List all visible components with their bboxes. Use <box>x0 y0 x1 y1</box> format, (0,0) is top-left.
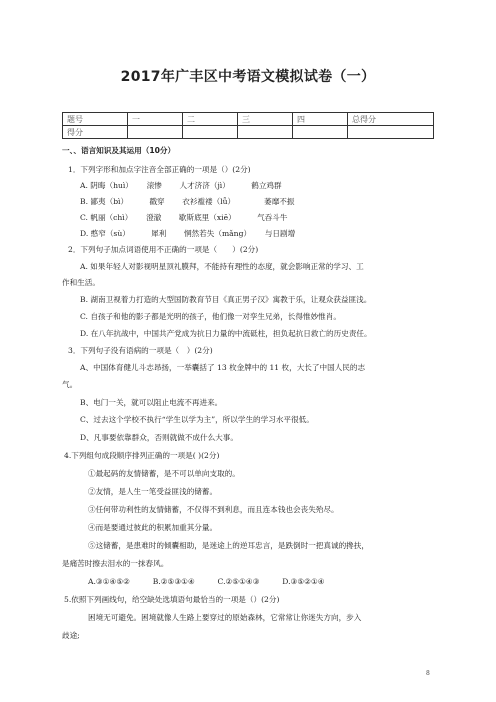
question-4-sentence-5: ⑤这储蓄，是患难时的倾囊相助，是迷途上的逆耳忠言，是跌倒时一把真诚的搀扶， <box>88 541 369 550</box>
question-2-option-b: B. 湖南卫视着力打造的大型国防教育节目《真正男子汉》寓教于乐，让观众获益匪浅。 <box>80 295 372 304</box>
question-2-option-a-cont: 作和生活。 <box>62 278 100 287</box>
score-table <box>62 112 434 139</box>
question-1-option-b: B. 鄙夷（bì） 戳穿 衣衫褴褛（lǚ） 萎靡不振 <box>80 197 295 206</box>
question-4-sentence-5-cont: 是痛苦时擦去泪水的一抹春风。 <box>62 559 169 568</box>
question-3-option-c: C、过去这个学校不执行“学生以学为主”，所以学生的学习水平很低。 <box>80 415 314 424</box>
score-cell <box>183 126 238 139</box>
score-table-score-row <box>63 126 434 139</box>
score-cell <box>238 126 293 139</box>
question-2-option-d: D. 在八年抗战中，中国共产党成为抗日力量的中流砥柱，担负起抗日救亡的历史责任。 <box>80 329 372 338</box>
question-5-passage-cont: 歧途; <box>62 631 80 640</box>
question-2-option-c: C. 自孩子和他的影子都是光明的孩子，他们像一对孪生兄弟，长得惟妙惟肖。 <box>80 312 341 321</box>
question-4-sentence-3: ③任何带功利性的友情储蓄，不仅得不到利息，而且连本钱也会丧失殆尽。 <box>88 505 339 514</box>
score-cell <box>128 126 183 139</box>
score-cell: 题号 <box>63 113 128 126</box>
question-4-options: A.③①④⑤② B.②⑤③①④ C.②⑤①④③ D.③⑤②①④ <box>88 577 325 586</box>
question-3-stem: 3．下列句子没有语病的一项是（ ）(2分) <box>68 346 213 355</box>
question-4-sentence-2: ②友情，是人生一笔受益匪浅的储蓄。 <box>88 487 218 496</box>
question-3-option-d: D、凡事要依靠群众，否则就做不成什么大事。 <box>80 433 238 442</box>
question-2-stem: 2．下列句子加点词语使用不正确的一项是（ ）(2分) <box>68 245 259 254</box>
score-cell: 四 <box>293 113 348 126</box>
question-5-passage: 困境无可避免。困境就像人生路上要穿过的原始森林，它常常让你迷失方向，步入 <box>88 613 362 622</box>
question-3-option-a: A、中国体育健儿斗志昂扬，一举囊括了 13 枚金牌中的 11 枚，大长了中国人民的志 <box>80 363 366 372</box>
question-1-stem: 1．下列字形和加点字注音全部正确的一项是（）(2分) <box>68 165 251 174</box>
score-cell: 得分 <box>63 126 128 139</box>
score-cell <box>348 126 434 139</box>
question-1-option-d: D. 憨窄（sù） 犀利 惘然若失（mǎng） 与日剧增 <box>80 229 296 238</box>
question-4-sentence-1: ①最起码的友情储蓄，是不可以单向支取的。 <box>88 469 240 478</box>
score-table-header-row <box>63 113 434 126</box>
score-cell: 总得分 <box>348 113 434 126</box>
exam-title: 2017年广丰区中考语文模拟试卷（一） <box>120 69 376 85</box>
question-4-sentence-4: ④而是要通过彼此的积累加重其分量。 <box>88 523 218 532</box>
question-4-stem: 4.下列组句成段顺序排列正确的一项是( )(2分) <box>64 451 220 460</box>
score-cell <box>293 126 348 139</box>
question-2-option-a: A. 如果年轻人对影视明星顶礼膜拜，不能持有理性的态度，就会影响正常的学习、工 <box>80 262 364 271</box>
question-1-option-c: C. 帆丽（chì） 澄澈 歇斯底里（xiē） 气吞斗牛 <box>80 213 288 222</box>
score-cell: 三 <box>238 113 293 126</box>
question-3-option-b: B、电门一关，就可以阻止电流不再进来。 <box>80 398 223 407</box>
question-5-stem: 5.依照下列画线句，给空缺处选填语句最恰当的一项是（）(2分) <box>64 595 280 604</box>
section-heading: 一、、语言知识及其运用（10分） <box>62 146 176 155</box>
score-cell: 一 <box>128 113 183 126</box>
score-cell: 二 <box>183 113 238 126</box>
question-3-option-a-cont: 气。 <box>62 380 78 389</box>
page-number: 8 <box>426 670 430 677</box>
question-1-option-a: A. 阴晦（huì） 滚惨 人才济济（jì） 鹤立鸡群 <box>80 181 282 190</box>
